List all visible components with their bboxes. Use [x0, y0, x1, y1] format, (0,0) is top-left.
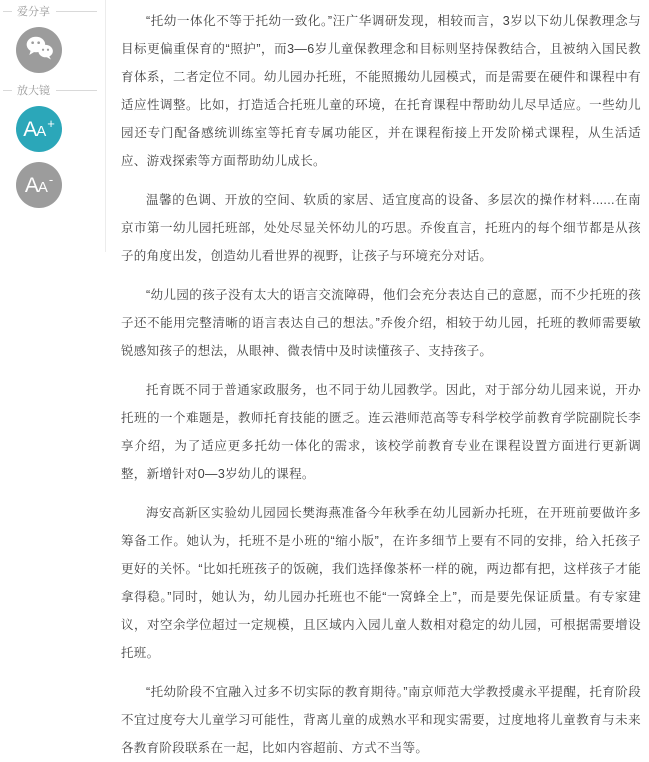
aa-big-letter: A [24, 173, 39, 197]
font-increase-icon [23, 115, 55, 141]
aa-small-letter: A [37, 178, 48, 196]
font-decrease-button[interactable] [16, 162, 62, 208]
share-section-label [0, 4, 105, 18]
font-increase-button[interactable] [16, 106, 62, 152]
tool-sidebar [0, 0, 106, 252]
minus-sign: - [48, 171, 54, 187]
article-paragraph: “幼儿园的孩子没有太大的语言交流障碍，他们会充分表达自己的意愿，而不少托班的孩子还不能用完整清晰的语言表达自己的想法。”乔俊介绍，相较于幼儿园，托班的教师需要敏锐感知孩子的想法，从眼神、微表情中及时读懂孩子、支持孩子。 [121, 288, 641, 358]
label-dash [56, 90, 97, 91]
article-paragraph: 托育既不同于普通家政服务，也不同于幼儿园教学。因此，对于部分幼儿园来说，开办托班的一个难题是，教师托育技能的匮乏。连云港师范高等专科学校学前教育学院副院长李享介绍，为了适应更多托幼一体化的需求，该校学前教育专业在课程设置方面进行更新调整，新增针对0—3岁幼儿的课程。 [121, 383, 641, 481]
article-body [106, 0, 649, 755]
article-paragraph: 海安高新区实验幼儿园园长樊海燕准备今年秋季在幼儿园新办托班，在开班前要做许多筹备工作。她认为，托班不是小班的“缩小版”，在许多细节上要有不同的安排，给入托孩子更好的关怀。“比如托班孩子的饭碗，我们选择像茶杯一样的碗，两边都有把，这样孩子才能拿得稳。”同时，她认为，幼儿园办托班也不能“一窝蜂全上”，而是要先保证质量。有专家建议，对空余学位超过一定规模，且区域内入园儿童人数相对稳定的幼儿园，可根据需要增设托班。 [121, 506, 641, 660]
aa-small-letter: A [36, 122, 47, 140]
label-dash [3, 90, 12, 91]
zoom-section-label-text: 放大镜 [17, 85, 50, 97]
article-paragraph: “托幼一体化不等于托幼一致化。”汪广华调研发现，相较而言，3岁以下幼儿保教理念与目标更偏重保育的“照护”，而3—6岁儿童保教理念和目标则坚持保教结合，且被纳入国民教育体系，二者定位不同。幼儿园办托班，不能照搬幼儿园模式，而是需要在硬件和课程中有适应性调整。比如，打造适合托班儿童的环境，在托育课程中帮助幼儿尽早适应。一些幼儿园还专门配备感统训练室等托育专属功能区，并在课程衔接上开发阶梯式课程，从生活适应、游戏探索等方面帮助幼儿成长。 [121, 14, 641, 168]
label-dash [3, 11, 12, 12]
wechat-icon [23, 33, 55, 68]
plus-sign: + [47, 115, 55, 131]
wechat-share-button[interactable] [16, 27, 62, 73]
article-paragraph: 温馨的色调、开放的空间、软质的家居、适宜度高的设备、多层次的操作材料......在南京市第一幼儿园托班部，处处尽显关怀幼儿的巧思。乔俊直言，托班内的每个细节都是从孩子的角度出发，创造幼儿看世界的视野，让孩子与环境充分对话。 [121, 193, 641, 263]
aa-big-letter: A [23, 117, 38, 141]
label-dash [56, 11, 97, 12]
article-paragraph: “托幼阶段不宜融入过多不切实际的教育期待。”南京师范大学教授虞永平提醒，托育阶段不宜过度夸大儿童学习可能性，背离儿童的成熟水平和现实需要，过度地将儿童教育与未来各教育阶段联系在一起，比如内容超前、方式不当等。 [121, 685, 641, 755]
font-decrease-icon [24, 171, 54, 197]
zoom-section-label [0, 83, 105, 97]
share-section-label-text: 爱分享 [17, 6, 50, 18]
